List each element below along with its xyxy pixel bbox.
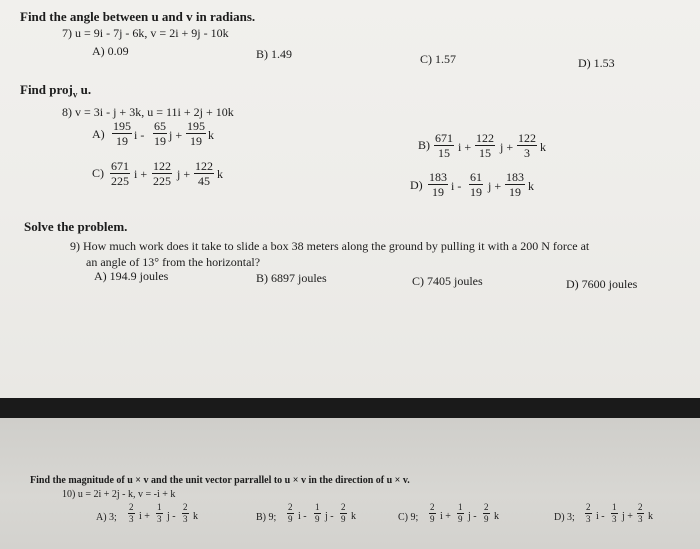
q8-b-label: B) [418, 138, 430, 152]
q8-b-op3: k [540, 140, 546, 154]
q10-a-den-i: 3 [129, 514, 134, 524]
q8-c-op2: j + [177, 167, 191, 181]
q8-c-frac-k [194, 160, 214, 187]
q8-c-op1: i + [134, 167, 148, 181]
q8-c-label: C) [92, 166, 104, 180]
q10-c-num-i: 2 [430, 502, 435, 512]
q8-d-den-k: 19 [509, 185, 521, 199]
q8-d-op1: i - [451, 179, 462, 193]
section-heading-cross-product: Find the magnitude of u × v and the unit vector parrallel to u × v in the direction of u × v. [30, 475, 410, 486]
q8-b-frac-j [475, 132, 495, 159]
q10-d-num-i: 2 [586, 502, 591, 512]
q10-c-frac-i [429, 503, 436, 524]
q9-choice-b: B) 6897 joules [256, 271, 327, 285]
q10-c-den-k: 9 [484, 514, 489, 524]
q10-d-den-k: 3 [638, 514, 643, 524]
q8-c-frac-i [110, 160, 130, 187]
q8-d-frac-j [469, 171, 483, 198]
q9-choice-d: D) 7600 joules [566, 277, 638, 291]
q10-a-frac-j [156, 503, 163, 524]
q10-d-label: D) 3; [554, 512, 575, 523]
question-10-text: 10) u = 2i + 2j - k, v = -i + k [62, 489, 176, 500]
q8-c-den-j: 225 [153, 174, 171, 188]
q7-choice-c: C) 1.57 [420, 52, 456, 66]
q10-b-frac-k [340, 503, 347, 524]
q10-d-frac-k [637, 503, 644, 524]
q10-d-num-j: 1 [612, 502, 617, 512]
q8-b-num-k: 122 [518, 131, 536, 145]
q10-d-op3: k [648, 511, 653, 522]
q10-c-den-j: 9 [458, 514, 463, 524]
q10-d-frac-i [585, 503, 592, 524]
question-7-text: 7) u = 9i - 7j - 6k, v = 2i + 9j - 10k [62, 26, 229, 40]
q10-a-den-k: 3 [183, 514, 188, 524]
q8-b-frac-k [517, 132, 537, 159]
question-9-line2: an angle of 13° from the horizontal? [86, 255, 261, 269]
q8-d-op3: k [528, 179, 534, 193]
q10-b-op1: i - [298, 511, 307, 522]
q8-a-op1: i - [134, 128, 145, 142]
q8-d-den-j: 19 [470, 185, 482, 199]
question-8-text: 8) v = 3i - j + 3k, u = 11i + 2j + 10k [62, 105, 234, 119]
q10-b-op3: k [351, 511, 356, 522]
q8-d-op2: j + [488, 179, 502, 193]
q8-d-num-j: 61 [470, 170, 482, 184]
q8-a-frac-k [186, 120, 206, 147]
q10-a-frac-i [128, 503, 135, 524]
q8-b-op1: i + [458, 140, 472, 154]
q10-a-op3: k [193, 511, 198, 522]
q8-b-den-k: 3 [524, 146, 530, 160]
q10-d-frac-j [611, 503, 618, 524]
q8-c-num-i: 671 [111, 159, 129, 173]
q8-d-num-i: 183 [429, 170, 447, 184]
q8-d-label: D) [410, 178, 423, 192]
q8-d-num-k: 183 [506, 170, 524, 184]
q8-a-den-j: 19 [154, 134, 166, 148]
q10-b-frac-j [314, 503, 321, 524]
q8-a-frac-i [112, 120, 132, 147]
q8-c-den-i: 225 [111, 174, 129, 188]
q10-b-num-k: 2 [341, 502, 346, 512]
q8-a-den-k: 19 [190, 134, 202, 148]
q8-c-num-k: 122 [195, 159, 213, 173]
q7-choice-d: D) 1.53 [578, 56, 615, 70]
projection-heading-main: Find proj [20, 82, 73, 97]
q8-c-den-k: 45 [198, 174, 210, 188]
q10-d-op1: i - [596, 511, 605, 522]
q10-c-num-j: 1 [458, 502, 463, 512]
q8-a-den-i: 19 [116, 134, 128, 148]
q10-d-den-j: 3 [612, 514, 617, 524]
q8-a-op3: k [208, 128, 214, 142]
projection-heading-end: u. [77, 82, 92, 97]
q8-a-frac-j [153, 120, 167, 147]
q9-choice-c: C) 7405 joules [412, 274, 483, 288]
q10-c-op3: k [494, 511, 499, 522]
section-heading-angle: Find the angle between u and v in radians. [20, 9, 256, 24]
q8-a-num-k: 195 [187, 119, 205, 133]
q8-d-den-i: 19 [432, 185, 444, 199]
q7-choice-a: A) 0.09 [92, 44, 129, 58]
q7-choice-b: B) 1.49 [256, 47, 292, 61]
q10-c-frac-j [457, 503, 464, 524]
q8-c-num-j: 122 [153, 159, 171, 173]
q10-a-op1: i + [139, 511, 150, 522]
q10-c-label: C) 9; [398, 512, 419, 523]
q10-b-num-j: 1 [315, 502, 320, 512]
q10-a-num-k: 2 [183, 502, 188, 512]
section-heading-projection [20, 83, 91, 100]
page-divider-shadow [0, 398, 700, 418]
q10-a-op2: j - [167, 511, 176, 522]
q10-b-den-k: 9 [341, 514, 346, 524]
q10-a-num-j: 1 [157, 502, 162, 512]
q10-c-den-i: 9 [430, 514, 435, 524]
q10-a-label: A) 3; [96, 512, 117, 523]
q8-b-frac-i [434, 132, 454, 159]
q10-c-num-k: 2 [484, 502, 489, 512]
section-heading-solve: Solve the problem. [24, 219, 128, 234]
q10-b-frac-i [287, 503, 294, 524]
q8-a-num-j: 65 [154, 119, 166, 133]
question-9-line1: 9) How much work does it take to slide a box 38 meters along the ground by pulling it with a 200 N force at [70, 239, 590, 253]
q8-b-den-j: 15 [479, 146, 491, 160]
q8-b-num-j: 122 [476, 131, 494, 145]
q10-b-num-i: 2 [288, 502, 293, 512]
q8-a-num-i: 195 [113, 119, 131, 133]
q10-d-num-k: 2 [638, 502, 643, 512]
q10-a-num-i: 2 [129, 502, 134, 512]
q8-d-frac-k [505, 171, 525, 198]
q10-a-den-j: 3 [157, 514, 162, 524]
q10-b-den-i: 9 [288, 514, 293, 524]
q10-a-frac-k [182, 503, 189, 524]
projection-heading-subscript: v [72, 89, 78, 100]
q10-c-op1: i + [440, 511, 451, 522]
q8-b-den-i: 15 [438, 146, 450, 160]
q8-c-op3: k [217, 167, 223, 181]
q8-d-frac-i [428, 171, 448, 198]
q10-d-op2: j + [622, 511, 633, 522]
q10-b-den-j: 9 [315, 514, 320, 524]
q8-c-frac-j [152, 160, 172, 187]
q8-b-op2: j + [500, 140, 514, 154]
q10-c-frac-k [483, 503, 490, 524]
q8-a-op2: j + [169, 128, 183, 142]
q10-d-den-i: 3 [586, 514, 591, 524]
q9-choice-a: A) 194.9 joules [94, 269, 169, 283]
q10-c-op2: j - [468, 511, 477, 522]
q8-a-label: A) [92, 127, 105, 141]
q8-b-num-i: 671 [435, 131, 453, 145]
q10-b-label: B) 9; [256, 512, 277, 523]
q10-b-op2: j - [325, 511, 334, 522]
